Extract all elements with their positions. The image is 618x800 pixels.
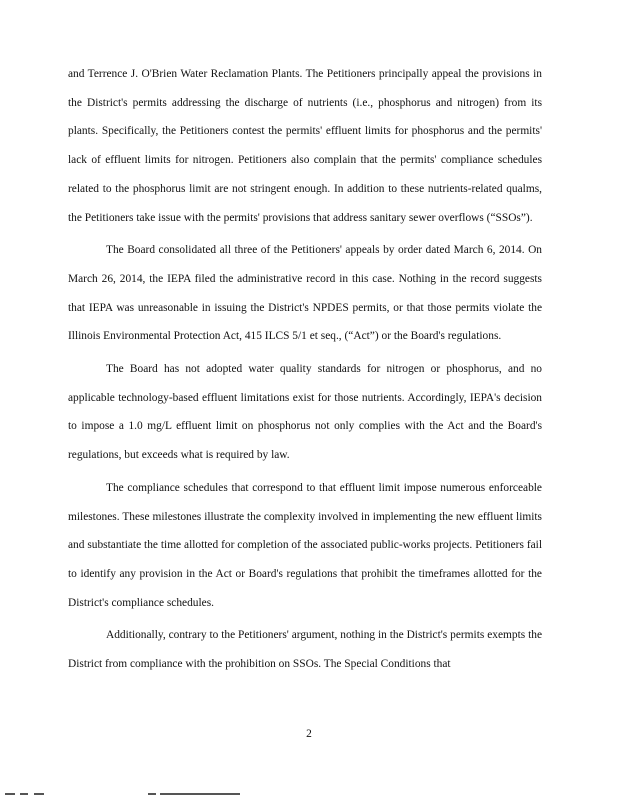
page-number: 2 [306, 728, 312, 740]
paragraph-compliance-schedules: The compliance schedules that correspond to that effluent limit impose numerous enforceable milestones. These milestones illustrate the complexity involved in implementing the new effluent limits and substantiate the time allotted for completion of the associated public-works projects. Petitioners fail to identify any provision in the Act or Board's regulations that prohibit the timeframes allotted for the District's compliance schedules. [68, 481, 542, 609]
scan-artifact-mark [5, 793, 15, 795]
paragraph-sso: Additionally, contrary to the Petitioners' argument, nothing in the District's permits exempts the District from compliance with the prohibition on SSOs. The Special Conditions that [68, 629, 542, 671]
paragraph-continuation: and Terrence J. O'Brien Water Reclamation Plants. The Petitioners principally appeal the provisions in the District's permits addressing the discharge of nutrients (i.e., phosphorus and nitrogen) from its plants. Specifically, the Petitioners contest the permits' effluent limits for phosphorus and the permits' lack of effluent limits for nitrogen. Petitioners also complain that the permits' compliance schedules related to the phosphorus limit are not stringent enough. In addition to these nutrients-related qualms, the Petitioners take issue with the permits' provisions that address sanitary sewer overflows (“SSOs”). [68, 68, 542, 224]
scan-artifact-mark [148, 793, 156, 795]
scan-artifact-mark [34, 793, 44, 795]
paragraph-water-quality: The Board has not adopted water quality standards for nitrogen or phosphorus, and no applicable technology-based effluent limitations exist for those nutrients. Accordingly, IEPA's decision to impose a 1.0 mg/L effluent limit on phosphorus not only complies with the Act and the Board's regulations, but exceeds what is required by law. [68, 363, 542, 462]
body-text [68, 60, 542, 683]
scan-artifact-mark [160, 793, 240, 795]
paragraph-consolidation: The Board consolidated all three of the Petitioners' appeals by order dated March 6, 2014. On March 26, 2014, the IEPA filed the administrative record in this case. Nothing in the record suggests that IEPA was unreasonable in issuing the District's NPDES permits, or that those permits violate the Illinois Environmental Protection Act, 415 ILCS 5/1 et seq., (“Act”) or the Board's regulations. [68, 244, 542, 343]
scan-artifact-mark [20, 793, 28, 795]
